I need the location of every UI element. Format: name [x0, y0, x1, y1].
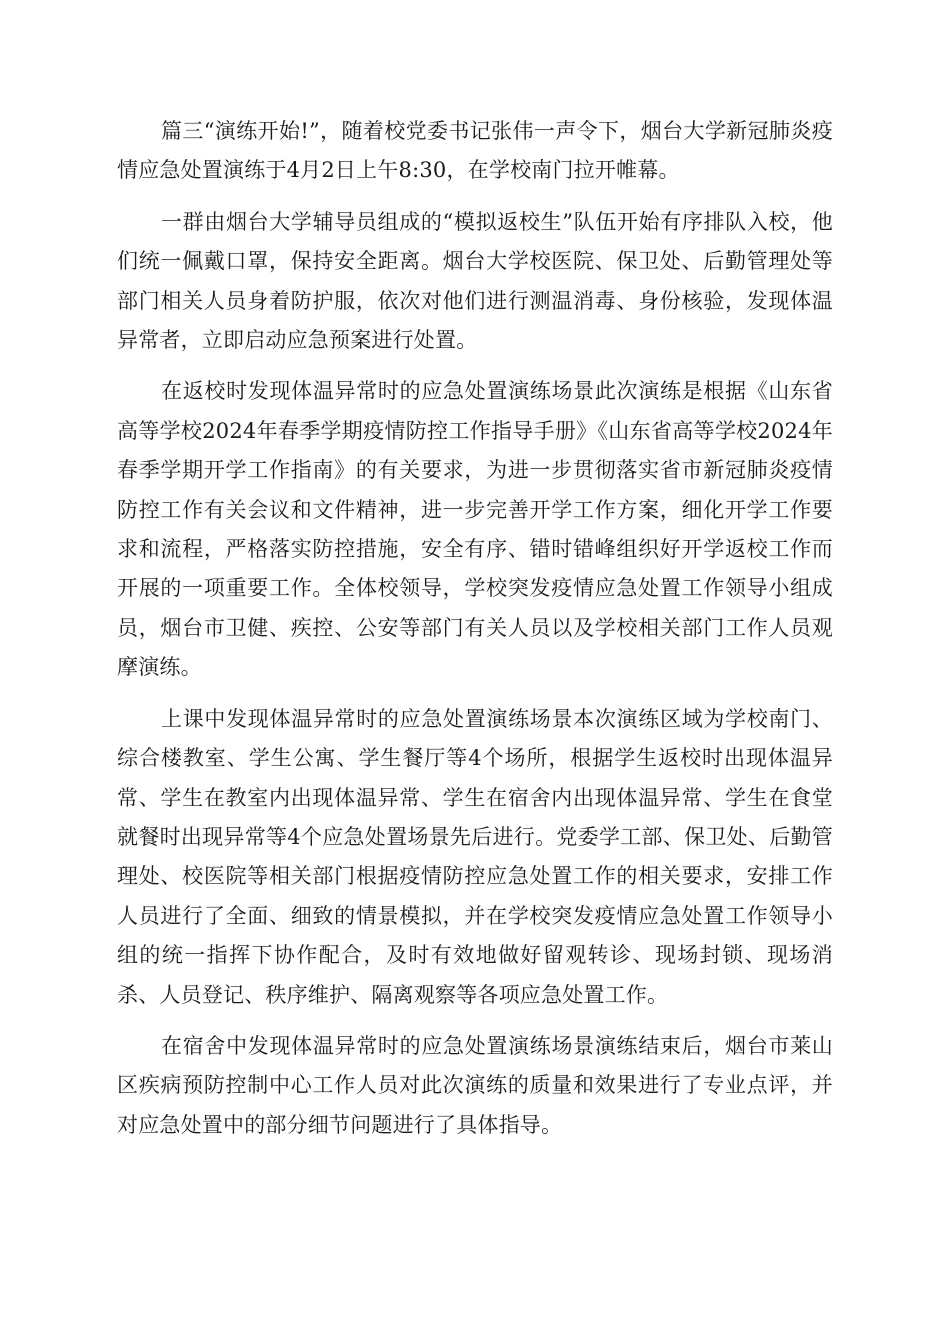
paragraph-4: 上课中发现体温异常时的应急处置演练场景本次演练区域为学校南门、综合楼教室、学生公寓、学生餐厅等4个场所，根据学生返校时出现体温异常、学生在教室内出现体温异常、学生在宿舍内出现体温异常、学生在食堂就餐时出现异常等4个应急处置场景先后进行。党委学工部、保卫处、后勤管理处、校医院等相关部门根据疫情防控应急处置工作的相关要求，安排工作人员进行了全面、细致的情景模拟，并在学校突发疫情应急处置工作领导小组的统一指挥下协作配合，及时有效地做好留观转诊、现场封锁、现场消杀、人员登记、秩序维护、隔离观察等各项应急处置工作。 [117, 706, 833, 1007]
document-body [117, 112, 833, 1157]
paragraph-5: 在宿舍中发现体温异常时的应急处置演练场景演练结束后，烟台市莱山区疾病预防控制中心工作人员对此次演练的质量和效果进行了专业点评，并对应急处置中的部分细节问题进行了具体指导。 [117, 1033, 833, 1137]
paragraph-2: 一群由烟台大学辅导员组成的“模拟返校生”队伍开始有序排队入校，他们统一佩戴口罩，保持安全距离。烟台大学校医院、保卫处、后勤管理处等部门相关人员身着防护服，依次对他们进行测温消毒、身份核验，发现体温异常者，立即启动应急预案进行处置。 [117, 209, 833, 353]
paragraph-1: 篇三“演练开始!”，随着校党委书记张伟一声令下，烟台大学新冠肺炎疫情应急处置演练于4月2日上午8:30，在学校南门拉开帷幕。 [117, 119, 833, 183]
paragraph-3: 在返校时发现体温异常时的应急处置演练场景此次演练是根据《山东省高等学校2024年春季学期疫情防控工作指导手册》《山东省高等学校2024年春季学期开学工作指南》的有关要求，为进一步贯彻落实省市新冠肺炎疫情防控工作有关会议和文件精神，进一步完善开学工作方案，细化开学工作要求和流程，严格落实防控措施，安全有序、错时错峰组织好开学返校工作而开展的一项重要工作。全体校领导，学校突发疫情应急处置工作领导小组成员，烟台市卫健、疾控、公安等部门有关人员以及学校相关部门工作人员观摩演练。 [117, 379, 833, 680]
